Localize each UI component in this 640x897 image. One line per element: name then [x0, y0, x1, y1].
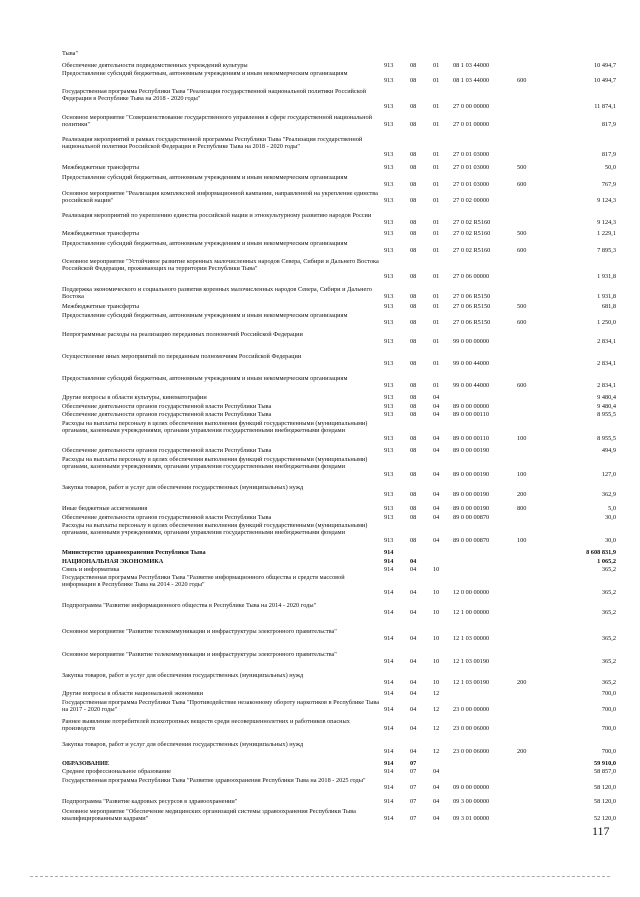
- section-code: 07: [410, 815, 417, 823]
- row-name: Межбюджетные трансферты: [62, 230, 140, 237]
- section-code: 08: [410, 272, 417, 280]
- amount: 2 834,1: [597, 360, 616, 368]
- subsection-code: 01: [433, 272, 440, 280]
- amount: 7 895,3: [597, 247, 616, 255]
- subsection-code: 01: [433, 62, 440, 69]
- section-code: 04: [410, 725, 417, 733]
- expense-type-code: 600: [517, 181, 527, 189]
- grbs-code: 913: [384, 491, 394, 499]
- row-name: Министерство здравоохранения Республики Тыва: [62, 549, 206, 556]
- amount: 9 124,3: [597, 219, 616, 227]
- target-item-code: 89 0 00 00110: [453, 434, 489, 442]
- subsection-code: 01: [433, 293, 440, 301]
- section-code: 08: [410, 338, 417, 346]
- expense-type-code: 500: [517, 230, 527, 237]
- grbs-code: 913: [384, 303, 394, 310]
- page-number: 117: [592, 824, 610, 838]
- amount: 5,0: [608, 505, 616, 512]
- row-name: Основное мероприятие "Устойчивое развитие коренных малочисленных народов Севера, Сибири и Дальнего Востока Российской Федерации, проживающих на территории Республики Тыва": [62, 258, 379, 273]
- subsection-code: 01: [433, 319, 440, 327]
- expense-type-code: 500: [517, 164, 527, 171]
- target-item-code: 12 0 00 00000: [453, 588, 490, 596]
- subsection-code: 04: [433, 411, 440, 418]
- amount: 365,2: [601, 679, 616, 687]
- section-code: 04: [410, 706, 417, 714]
- expense-type-code: 500: [517, 303, 527, 310]
- target-item-code: 23 0 00 00000: [453, 706, 490, 714]
- row-name: Предоставление субсидий бюджетным, автономным учреждениям и иным некоммерческим организациям: [62, 312, 348, 319]
- section-code: 07: [410, 784, 417, 792]
- target-item-code: 12 1 03 00000: [453, 635, 490, 643]
- grbs-code: 913: [384, 164, 394, 171]
- grbs-code: 913: [384, 411, 394, 418]
- subsection-code: 01: [433, 360, 440, 368]
- row-name: Закупка товаров, работ и услуг для обеспечения государственных (муниципальных) нужд: [62, 484, 304, 491]
- target-item-code: 27 0 06 R5150: [453, 319, 491, 327]
- target-item-code: 89 0 00 00190: [453, 505, 490, 512]
- expense-type-code: 600: [517, 77, 527, 85]
- subsection-code: 04: [433, 505, 440, 512]
- amount: 127,0: [601, 470, 616, 478]
- row-name: Государственная программа Республики Тыва "Развитие информационного общества и средств массовой информации в Республике Тыва на 2014 - 2020 годы": [62, 574, 345, 589]
- row-name: Обеспечение деятельности органов государственной власти Республики Тыва: [62, 514, 272, 521]
- target-item-code: 09 3 00 00000: [453, 798, 490, 805]
- section-code: 08: [410, 219, 417, 227]
- subsection-code: 01: [433, 303, 440, 310]
- grbs-code: 913: [384, 382, 394, 390]
- section-code: 08: [410, 303, 417, 310]
- row-name: Поддержка экономического и социального развития коренных малочисленных народов Севера, Сибири и Дальнего Востока: [62, 286, 372, 301]
- row-name: Основное мероприятие "Обеспечение медицинских организаций системы здравоохранения Республики Тыва квалифицированными кадрами": [62, 808, 356, 823]
- subsection-code: 10: [433, 635, 440, 643]
- expense-type-code: 600: [517, 319, 527, 327]
- section-code: 08: [410, 447, 417, 454]
- amount: 59 910,0: [593, 760, 616, 767]
- row-name: Среднее профессиональное образование: [62, 768, 171, 775]
- amount: 9 480,4: [597, 394, 616, 401]
- subsection-code: 04: [433, 815, 440, 823]
- row-name: Раннее выявление потребителей психотропных веществ среди несовершеннолетних и работников опасных производств: [62, 718, 350, 733]
- section-code: 08: [410, 403, 417, 410]
- grbs-code: 913: [384, 447, 394, 454]
- amount: 8 608 831,9: [586, 549, 616, 556]
- grbs-code: 913: [384, 434, 394, 442]
- subsection-code: 10: [433, 609, 440, 617]
- grbs-code: 913: [384, 394, 394, 401]
- row-name: Предоставление субсидий бюджетным, автономным учреждениям и иным некоммерческим организациям: [62, 240, 348, 247]
- row-name: Связь и информатика: [62, 566, 120, 573]
- subsection-code: 04: [433, 491, 440, 499]
- grbs-code: 914: [384, 815, 394, 823]
- grbs-code: 913: [384, 197, 394, 205]
- grbs-code: 914: [384, 760, 394, 767]
- amount: 9 480,4: [597, 403, 616, 410]
- section-code: 08: [410, 434, 417, 442]
- subsection-code: 01: [433, 197, 440, 205]
- grbs-code: 914: [384, 725, 394, 733]
- grbs-code: 914: [384, 609, 394, 617]
- target-item-code: 27 0 02 R5160: [453, 219, 491, 227]
- subsection-code: 04: [433, 447, 440, 454]
- row-name: Предоставление субсидий бюджетным, автономным учреждениям и иным некоммерческим организациям: [62, 174, 348, 181]
- grbs-code: 913: [384, 121, 394, 129]
- section-code: 08: [410, 164, 417, 171]
- amount: 365,2: [601, 588, 616, 596]
- amount: 365,2: [601, 658, 616, 666]
- section-code: 04: [410, 658, 417, 666]
- amount: 817,9: [601, 121, 616, 129]
- expense-type-code: 600: [517, 247, 527, 255]
- subsection-code: 04: [433, 394, 440, 401]
- grbs-code: 914: [384, 679, 394, 687]
- row-name: Государственная программа Республики Тыва "Реализация государственной национальной политики Российской Федерации в Республике Тыва на 2018 - 2020 годы": [62, 88, 366, 103]
- amount: 2 834,1: [597, 382, 616, 390]
- amount: 700,0: [601, 725, 616, 733]
- amount: 1 931,8: [597, 272, 616, 280]
- amount: 52 120,0: [593, 815, 616, 823]
- section-code: 04: [410, 635, 417, 643]
- grbs-code: 914: [384, 635, 394, 643]
- bottom-rule: [30, 876, 610, 877]
- row-name: Закупка товаров, работ и услуг для обеспечения государственных (муниципальных) нужд: [62, 672, 304, 679]
- grbs-code: 913: [384, 319, 394, 327]
- grbs-code: 914: [384, 588, 394, 596]
- section-code: 04: [410, 690, 417, 697]
- amount: 9 124,3: [597, 197, 616, 205]
- row-name: Осуществление иных мероприятий по переданным полномочиям Российской Федерации: [62, 353, 302, 360]
- subsection-code: 04: [433, 403, 440, 410]
- subsection-code: 04: [433, 784, 440, 792]
- row-name: Основное мероприятие "Развитие телекоммуникации и инфраструктуры электронного правительства": [62, 651, 337, 658]
- section-code: 08: [410, 411, 417, 418]
- target-item-code: 08 1 03 44000: [453, 77, 490, 85]
- target-item-code: 12 1 03 00190: [453, 658, 490, 666]
- section-code: 07: [410, 768, 417, 775]
- row-name: ОБРАЗОВАНИЕ: [62, 760, 110, 767]
- grbs-code: 914: [384, 658, 394, 666]
- grbs-code: 914: [384, 690, 394, 697]
- section-code: 08: [410, 382, 417, 390]
- section-code: 08: [410, 319, 417, 327]
- target-item-code: 89 0 00 00870: [453, 514, 490, 521]
- grbs-code: 914: [384, 798, 394, 805]
- section-code: 08: [410, 150, 417, 158]
- subsection-code: 04: [433, 470, 440, 478]
- row-name: Обеспечение деятельности органов государственной власти Республики Тыва: [62, 447, 272, 454]
- expense-type-code: 100: [517, 536, 527, 544]
- row-name: Государственная программа Республики Тыва "Развитие здравоохранения Республики Тыва на 2018 - 2025 годы": [62, 777, 366, 784]
- amount: 700,0: [601, 748, 616, 756]
- row-name: Тыва": [62, 50, 79, 57]
- expense-type-code: 100: [517, 470, 527, 478]
- amount: 767,9: [601, 181, 616, 189]
- row-name: Другие вопросы в области национальной экономики: [62, 690, 204, 697]
- grbs-code: 913: [384, 102, 394, 110]
- expense-type-code: 200: [517, 491, 527, 499]
- section-code: 08: [410, 102, 417, 110]
- subsection-code: 01: [433, 164, 440, 171]
- target-item-code: 89 0 00 00190: [453, 447, 490, 454]
- row-name: Межбюджетные трансферты: [62, 303, 140, 310]
- section-code: 07: [410, 760, 417, 767]
- grbs-code: 914: [384, 784, 394, 792]
- subsection-code: 04: [433, 536, 440, 544]
- row-name: Реализация мероприятий в рамках государственной программы Республики Тыва "Реализация государственной национальной политики Российской Федерации в Республике Тыва на 2018 - 2020 годы": [62, 136, 363, 151]
- subsection-code: 01: [433, 382, 440, 390]
- row-name: Иные бюджетные ассигнования: [62, 505, 148, 512]
- amount: 817,9: [601, 150, 616, 158]
- target-item-code: 09 0 00 00000: [453, 784, 490, 792]
- row-name: Государственная программа Республики Тыва "Противодействие незаконному обороту наркотиков в Республике Тыва на 2017 - 2020 годы": [62, 699, 380, 714]
- section-code: 04: [410, 609, 417, 617]
- grbs-code: 913: [384, 403, 394, 410]
- amount: 1 065,2: [597, 558, 616, 565]
- target-item-code: 27 0 01 00000: [453, 121, 490, 129]
- section-code: 08: [410, 536, 417, 544]
- target-item-code: 27 0 06 00000: [453, 272, 490, 280]
- row-name: Расходы на выплаты персоналу в целях обеспечения выполнения функций государственными (муниципальными) органами, казенными учреждениями, органами управления государственными внебюджетными фондами: [62, 522, 368, 537]
- amount: 58 120,0: [593, 784, 616, 792]
- subsection-code: 12: [433, 748, 440, 756]
- target-item-code: 99 0 00 44000: [453, 360, 490, 368]
- grbs-code: 914: [384, 558, 394, 565]
- subsection-code: 12: [433, 706, 440, 714]
- row-name: Расходы на выплаты персоналу в целях обеспечения выполнения функций государственными (муниципальными) органами, казенными учреждениями, органами управления государственными внебюджетными фондами: [62, 456, 368, 471]
- section-code: 08: [410, 360, 417, 368]
- row-name: Межбюджетные трансферты: [62, 164, 140, 171]
- section-code: 04: [410, 558, 417, 565]
- section-code: 08: [410, 230, 417, 237]
- grbs-code: 913: [384, 272, 394, 280]
- row-name: Реализация мероприятий по укреплению единства российской нации и этнокультурному развитию народов России: [62, 212, 372, 219]
- grbs-code: 914: [384, 768, 394, 775]
- row-name: Предоставление субсидий бюджетным, автономным учреждениям и иным некоммерческим организациям: [62, 70, 348, 77]
- subsection-code: 12: [433, 690, 440, 697]
- target-item-code: 89 0 00 00190: [453, 470, 490, 478]
- amount: 11 874,1: [594, 102, 616, 110]
- expense-type-code: 200: [517, 748, 527, 756]
- grbs-code: 913: [384, 77, 394, 85]
- subsection-code: 01: [433, 230, 440, 237]
- amount: 365,2: [601, 566, 616, 573]
- subsection-code: 04: [433, 434, 440, 442]
- target-item-code: 99 0 00 44000: [453, 382, 490, 390]
- amount: 10 494,7: [593, 77, 616, 85]
- section-code: 04: [410, 588, 417, 596]
- amount: 1 931,8: [597, 293, 616, 301]
- section-code: 04: [410, 679, 417, 687]
- target-item-code: 27 0 06 R5150: [453, 303, 491, 310]
- amount: 365,2: [601, 609, 616, 617]
- expense-type-code: 600: [517, 382, 527, 390]
- subsection-code: 01: [433, 338, 440, 346]
- target-item-code: 27 0 01 03000: [453, 164, 490, 171]
- grbs-code: 913: [384, 338, 394, 346]
- row-name: Обеспечение деятельности подведомственных учреждений культуры: [62, 62, 248, 69]
- row-name: НАЦИОНАЛЬНАЯ ЭКОНОМИКА: [62, 558, 164, 565]
- target-item-code: 27 0 02 00000: [453, 197, 490, 205]
- grbs-code: 913: [384, 293, 394, 301]
- target-item-code: 89 0 00 00870: [453, 536, 490, 544]
- target-item-code: 27 0 02 R5160: [453, 230, 491, 237]
- section-code: 08: [410, 394, 417, 401]
- subsection-code: 04: [433, 514, 440, 521]
- row-name: Обеспечение деятельности органов государственной власти Республики Тыва: [62, 411, 272, 418]
- grbs-code: 913: [384, 247, 394, 255]
- amount: 2 834,1: [597, 338, 616, 346]
- section-code: 08: [410, 470, 417, 478]
- amount: 8 955,5: [597, 434, 616, 442]
- amount: 1 229,1: [597, 230, 616, 237]
- grbs-code: 913: [384, 505, 394, 512]
- row-name: Подпрограмма "Развитие информационного общества в Республике Тыва на 2014 - 2020 годы": [62, 602, 317, 609]
- target-item-code: 27 0 02 R5160: [453, 247, 491, 255]
- subsection-code: 10: [433, 588, 440, 596]
- subsection-code: 01: [433, 102, 440, 110]
- subsection-code: 01: [433, 77, 440, 85]
- amount: 50,0: [604, 164, 616, 171]
- section-code: 08: [410, 491, 417, 499]
- amount: 10 494,7: [593, 62, 616, 69]
- row-name: Закупка товаров, работ и услуг для обеспечения государственных (муниципальных) нужд: [62, 741, 304, 748]
- grbs-code: 913: [384, 536, 394, 544]
- row-name: Непрограммные расходы на реализацию переданных полномочий Российской Федерации: [62, 331, 303, 338]
- subsection-code: 01: [433, 181, 440, 189]
- grbs-code: 914: [384, 566, 394, 573]
- amount: 1 250,0: [597, 319, 616, 327]
- target-item-code: 23 0 00 06000: [453, 748, 490, 756]
- target-item-code: 12 1 00 00000: [453, 609, 490, 617]
- amount: 365,2: [601, 635, 616, 643]
- section-code: 08: [410, 293, 417, 301]
- target-item-code: 23 0 00 06000: [453, 725, 490, 733]
- expense-type-code: 800: [517, 505, 527, 512]
- amount: 30,0: [604, 536, 616, 544]
- section-code: 04: [410, 566, 417, 573]
- section-code: 08: [410, 247, 417, 255]
- amount: 58 857,0: [593, 768, 616, 775]
- target-item-code: 99 0 00 00000: [453, 338, 490, 346]
- grbs-code: 913: [384, 360, 394, 368]
- section-code: 08: [410, 77, 417, 85]
- amount: 494,9: [601, 447, 616, 454]
- section-code: 08: [410, 514, 417, 521]
- section-code: 08: [410, 62, 417, 69]
- subsection-code: 01: [433, 121, 440, 129]
- section-code: 08: [410, 505, 417, 512]
- grbs-code: 913: [384, 150, 394, 158]
- section-code: 07: [410, 798, 417, 805]
- row-name: Расходы на выплаты персоналу в целях обеспечения выполнения функций государственными (муниципальными) органами, казенными учреждениями, органами управления государственными внебюджетными фондами: [62, 420, 368, 435]
- grbs-code: 913: [384, 181, 394, 189]
- subsection-code: 01: [433, 247, 440, 255]
- section-code: 08: [410, 121, 417, 129]
- subsection-code: 12: [433, 725, 440, 733]
- row-name: Предоставление субсидий бюджетным, автономным учреждениям и иным некоммерческим организациям: [62, 375, 348, 382]
- amount: 681,8: [601, 303, 616, 310]
- grbs-code: 914: [384, 706, 394, 714]
- target-item-code: 27 0 01 03000: [453, 181, 490, 189]
- target-item-code: 89 0 00 00110: [453, 411, 489, 418]
- target-item-code: 27 0 00 00000: [453, 102, 490, 110]
- subsection-code: 01: [433, 219, 440, 227]
- grbs-code: 913: [384, 230, 394, 237]
- amount: 8 955,5: [597, 411, 616, 418]
- subsection-code: 04: [433, 798, 440, 805]
- subsection-code: 10: [433, 658, 440, 666]
- target-item-code: 09 3 01 00000: [453, 815, 490, 823]
- target-item-code: 27 0 01 03000: [453, 150, 490, 158]
- subsection-code: 10: [433, 566, 440, 573]
- section-code: 04: [410, 748, 417, 756]
- amount: 30,0: [604, 514, 616, 521]
- expense-type-code: 200: [517, 679, 527, 687]
- row-name: Основное мероприятие "Реализация комплексной информационной кампании, направленной на укрепление единства российской нации": [62, 190, 378, 205]
- grbs-code: 913: [384, 470, 394, 478]
- grbs-code: 913: [384, 219, 394, 227]
- amount: 700,0: [601, 690, 616, 697]
- grbs-code: 914: [384, 748, 394, 756]
- grbs-code: 914: [384, 549, 394, 556]
- subsection-code: 01: [433, 150, 440, 158]
- grbs-code: 913: [384, 514, 394, 521]
- amount: 362,9: [601, 491, 616, 499]
- grbs-code: 913: [384, 62, 394, 69]
- row-name: Обеспечение деятельности органов государственной власти Республики Тыва: [62, 403, 272, 410]
- target-item-code: 12 1 03 00190: [453, 679, 490, 687]
- subsection-code: 04: [433, 768, 440, 775]
- expense-type-code: 100: [517, 434, 527, 442]
- amount: 58 120,0: [593, 798, 616, 805]
- target-item-code: 27 0 06 R5150: [453, 293, 491, 301]
- row-name: Другие вопросы в области культуры, кинематографии: [62, 394, 207, 401]
- target-item-code: 89 0 00 00190: [453, 491, 490, 499]
- section-code: 08: [410, 181, 417, 189]
- row-name: Основное мероприятие "Совершенствование государственного управления в сфере государственной национальной политики": [62, 114, 372, 129]
- row-name: Подпрограмма "Развитие кадровых ресурсов в здравоохранении": [62, 798, 238, 805]
- subsection-code: 10: [433, 679, 440, 687]
- target-item-code: 08 1 03 44000: [453, 62, 490, 69]
- section-code: 08: [410, 197, 417, 205]
- amount: 700,0: [601, 706, 616, 714]
- target-item-code: 89 0 00 00000: [453, 403, 490, 410]
- row-name: Основное мероприятие "Развитие телекоммуникации и инфраструктуры электронного правительства": [62, 628, 337, 635]
